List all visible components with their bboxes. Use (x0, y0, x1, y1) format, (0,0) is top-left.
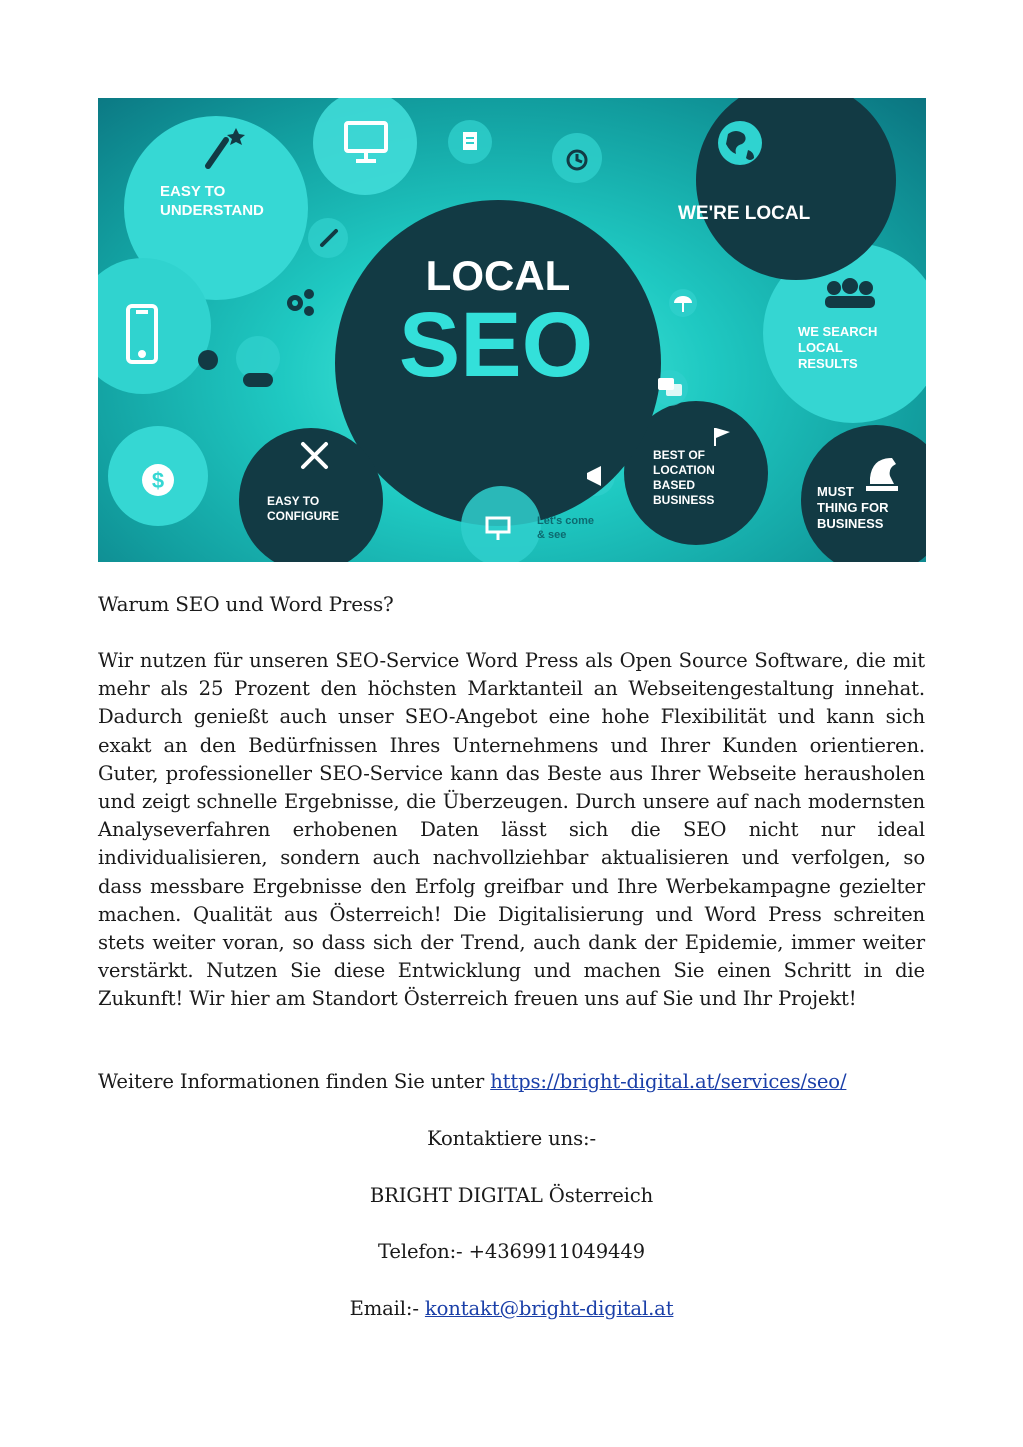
easy-configure-label-1: EASY TO (267, 494, 320, 508)
best-of-label-2: LOCATION (653, 463, 715, 477)
email-line (0, 1297, 1023, 1320)
money-bag-icon (142, 464, 174, 496)
easy-understand-label-1: EASY TO (160, 183, 226, 200)
gamepad-icon (243, 373, 273, 387)
we-search-label-2: LOCAL (798, 340, 843, 355)
lets-come-label-2: & see (537, 529, 567, 541)
we-search-label-3: RESULTS (798, 356, 858, 371)
must-thing-label-3: BUSINESS (817, 516, 884, 531)
best-of-label-4: BUSINESS (653, 493, 715, 507)
seo-label: SEO (398, 294, 594, 396)
gears-icon (287, 289, 314, 316)
more-info-line (98, 1070, 846, 1093)
phone-line: Telefon:- +4369911049449 (377, 1240, 645, 1263)
contact-heading: Kontaktiere uns:- (427, 1127, 596, 1150)
more-info-text: Weitere Informationen finden Sie unter (98, 1070, 491, 1093)
easy-configure-label-2: CONFIGURE (267, 509, 339, 523)
must-thing-label-1: MUST (817, 484, 854, 499)
best-of-label-3: BASED (653, 478, 696, 492)
users-icon (825, 278, 875, 308)
easy-understand-label-2: UNDERSTAND (160, 202, 264, 219)
svg-text:$: $ (151, 468, 165, 493)
body-paragraph: Wir nutzen für unseren SEO-Service Word Press als Open Source Software, die mit mehr als 25 Prozent den höchsten Marktanteil an Webseitengestaltung innehat. Dadurch genießt auch unser SEO-Angebot eine hohe Flexibilität und kann sich exakt an den Bedürfnissen Ihres Unternehmens und Ihrer Kunden orientieren. Guter, professioneller SEO-Service kann das Beste aus Ihrer Webseite herausholen und zeigt schnelle Ergebnisse, die Überzeugen. Durch unsere auf nach modernsten Analyseverfahren erhobenen Daten lässt sich die SEO nicht nur ideal individualisieren, sondern auch nachvollziehbar aktualisieren und verfolgen, so dass messbare Ergebnisse den Erfolg greifbar und Ihre Werbekampagne gezielter machen. Qualität aus Österreich! Die Digitalisierung und Word Press schreiten stets weiter voran, so dass sich der Trend, auch dank der Epidemie, immer weiter verstärkt. Nutzen Sie diese Entwicklung und machen Sie einen Schritt in die Zukunft! Wir hier am Standort Österreich freuen uns auf Sie und Ihr Projekt! (98, 649, 925, 1011)
globe-icon (718, 121, 762, 165)
small-dot (198, 350, 218, 370)
lets-come-label-1: Let's come (537, 515, 595, 527)
company-name: BRIGHT DIGITAL Österreich (369, 1184, 654, 1207)
must-thing-label-2: THING FOR (817, 500, 889, 515)
email-link[interactable]: kontakt@bright-digital.at (424, 1297, 674, 1320)
local-seo-banner (98, 98, 926, 562)
email-label: Email:- (349, 1297, 425, 1320)
seo-service-link[interactable]: https://bright-digital.at/services/seo/ (490, 1070, 847, 1093)
banner-illustration (98, 98, 926, 562)
were-local-label: WE'RE LOCAL (678, 203, 811, 224)
we-search-label-1: WE SEARCH (798, 324, 878, 339)
document-icon (463, 132, 477, 150)
local-label: LOCAL (425, 252, 571, 299)
section-heading: Warum SEO und Word Press? (98, 592, 394, 616)
monitor-circle (313, 98, 417, 195)
best-of-label-1: BEST OF (653, 448, 706, 462)
